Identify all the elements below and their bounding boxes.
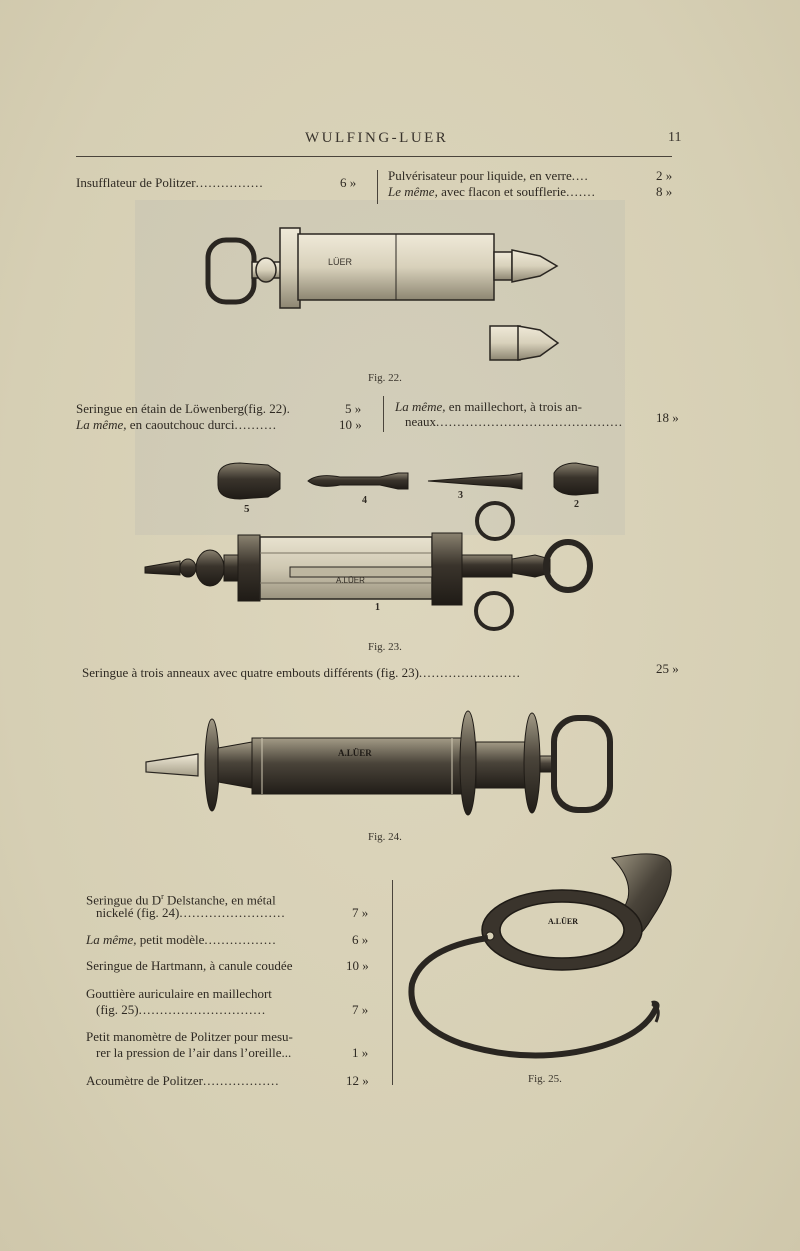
entry-name-italic: Le même, [388,184,438,199]
fig23-syringe-illustration [140,455,610,635]
entry-name: Acoumètre de Politzer [86,1073,203,1088]
entry-name-italic: La même, [86,932,137,947]
entry-delstanche-price: 7 » [352,905,369,920]
fig24-syringe-illustration [140,708,620,828]
entry-name: (fig. 25) [96,1002,139,1017]
fig23-label-3: 3 [458,490,463,501]
entry-sup: r [161,892,164,901]
entry-dots: ................. [204,932,277,947]
entry-name: nickelé (fig. 24) [96,905,180,920]
entry-gouttiere-cont [96,1002,266,1018]
entry-petit-modele [86,932,277,948]
entry-dots: ................ [195,175,264,190]
entry-hartmann: Seringue de Hartmann, à canule coudée [86,958,293,973]
fig25-ear-gutter-illustration [402,848,677,1073]
entry-delstanche-cont [96,905,286,921]
entry-pulverisateur-price: 2 » [656,168,673,183]
entry-acoumetre [86,1073,279,1089]
brace-divider [383,396,384,432]
entry-manometre: Petit manomètre de Politzer pour mesu- [86,1029,293,1044]
entry-gouttiere-price: 7 » [352,1002,369,1017]
entry-name-italic: La même, [76,417,127,432]
entry-dots: .............................. [138,1002,267,1017]
entry-pulverisateur [388,168,589,184]
entry-name: avec flacon et soufflerie [437,184,567,199]
entry-trois-anneaux [82,665,521,681]
entry-name: en caoutchouc durci [126,417,235,432]
brace-divider [377,170,378,204]
fig24-engraving: A.LÜER [338,748,372,758]
entry-insufflateur-price: 6 » [340,175,357,190]
entry-manometre-price: 1 » [352,1045,369,1060]
entry-name-italic: La même, [395,399,446,414]
entry-maillechort-cont [405,414,623,430]
entry-dots: ....... [566,184,596,199]
fig23-label-1: 1 [375,602,380,613]
entry-trois-anneaux-price: 25 » [656,661,679,676]
entry-name: neaux [405,414,437,429]
entry-maillechort-price: 18 » [656,410,679,425]
entry-name: Seringue à trois anneaux avec quatre embouts différents (fig. 23) [82,665,419,680]
entry-insufflateur [76,175,264,191]
entry-manometre-cont: rer la pression de l’air dans l’oreille... [96,1045,292,1060]
entry-pulverisateur-flacon [388,184,596,200]
fig25-caption: Fig. 25. [528,1073,562,1085]
entry-maillechort [395,399,582,415]
entry-dots: ......................... [179,905,286,920]
fig23-caption: Fig. 23. [368,641,402,653]
page-number: 11 [668,130,682,145]
entry-name: en maillechort, à trois an- [445,399,582,414]
fig23-engraving: A.LÜER [336,576,365,585]
entry-acoumetre-price: 12 » [346,1073,369,1088]
header-rule [76,156,672,157]
fig23-label-2: 2 [574,499,579,510]
entry-name: Seringue du D [86,892,162,908]
entry-dots: ............................................ [436,414,624,429]
entry-caoutchouc [76,417,277,433]
entry-dots: .................. [202,1073,280,1088]
entry-petit-modele-price: 6 » [352,932,369,947]
fig22-syringe-illustration [200,222,570,372]
entry-lowenberg-price: 5 » [345,401,362,416]
entry-flacon-price: 8 » [656,184,673,199]
fig24-caption: Fig. 24. [368,831,402,843]
entry-name: Delstanche, en métal [163,892,276,908]
entry-lowenberg: Seringue en étain de Löwenberg(fig. 22). [76,401,290,416]
fig23-label-5: 5 [244,503,250,515]
entry-dots: .... [571,168,589,183]
entry-name: petit modèle [136,932,205,947]
fig23-label-4: 4 [362,495,367,506]
entry-name: Pulvérisateur pour liquide, en verre [388,168,572,183]
entry-caoutchouc-price: 10 » [339,417,362,432]
page-header [0,128,800,152]
entry-hartmann-price: 10 » [346,958,369,973]
column-divider [392,880,393,1085]
entry-name: Insufflateur de Politzer [76,175,196,190]
fig25-engraving: A.LÜER [548,917,579,926]
entry-dots: .......... [234,417,277,432]
running-head: WULFING-LUER [305,130,449,146]
entry-gouttiere: Gouttière auriculaire en maillechort [86,986,272,1001]
fig22-caption: Fig. 22. [368,372,402,384]
fig22-engraving: LÜER [328,257,353,267]
entry-dots: ........................ [418,665,521,680]
